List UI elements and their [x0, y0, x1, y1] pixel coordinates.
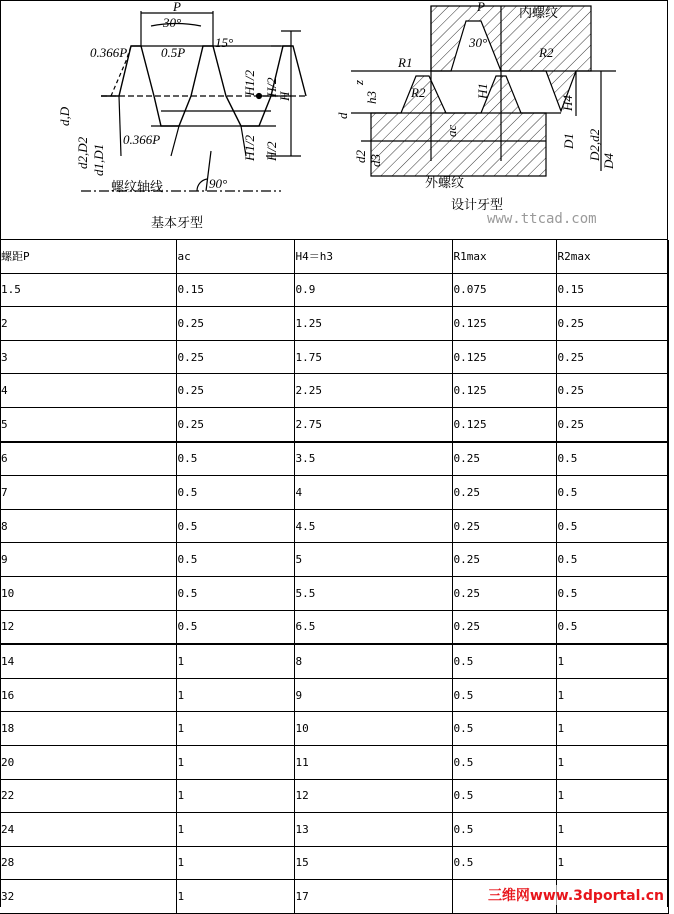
table-row	[0, 813, 668, 847]
table-row	[0, 307, 668, 341]
table-cell: 1	[176, 678, 294, 712]
table-row	[0, 340, 668, 374]
svg-text:0.366P: 0.366P	[90, 45, 128, 60]
table-cell: 0.9	[294, 273, 452, 307]
table-cell: 0.125	[452, 307, 556, 341]
axis-label: 螺纹轴线	[111, 180, 164, 195]
table-row	[0, 407, 668, 441]
svg-text:P: P	[173, 1, 181, 14]
table-cell: 32	[0, 880, 176, 914]
table-cell: 12	[294, 779, 452, 813]
table-cell: 0.25	[556, 307, 668, 341]
watermark-text: www.ttcad.com	[487, 211, 597, 227]
table-cell: 0.25	[176, 340, 294, 374]
table-cell: 0.25	[176, 407, 294, 441]
table-cell: 0.5	[556, 543, 668, 577]
svg-text:d,D: d,D	[57, 106, 72, 126]
table-cell: 0.25	[452, 476, 556, 510]
table-row	[0, 442, 668, 476]
svg-text:H1: H1	[475, 83, 490, 99]
svg-text:D4: D4	[601, 153, 616, 169]
table-cell: 1	[176, 644, 294, 678]
table-cell: 5.5	[294, 576, 452, 610]
table-cell: 0.5	[452, 779, 556, 813]
table-cell: 0.5	[556, 476, 668, 510]
svg-text:d3: d3	[368, 154, 383, 167]
table-cell: 8	[0, 509, 176, 543]
table-row	[0, 273, 668, 307]
table-cell: 1	[556, 678, 668, 712]
svg-text:15°: 15°	[215, 35, 234, 50]
table-cell: 3	[0, 340, 176, 374]
table-cell: 1	[176, 712, 294, 746]
table-cell: 1	[176, 846, 294, 880]
svg-text:D1: D1	[561, 133, 576, 149]
table-cell: 1	[176, 745, 294, 779]
table-cell: 1.5	[0, 273, 176, 307]
svg-text:H: H	[277, 91, 292, 101]
table-cell: 17	[294, 880, 452, 914]
table-cell: 0.5	[556, 576, 668, 610]
table-cell: 9	[294, 678, 452, 712]
table-cell: 0.5	[176, 543, 294, 577]
svg-text:R2: R2	[411, 85, 426, 100]
thread-spec-table	[0, 240, 669, 914]
table-row	[0, 712, 668, 746]
table-row	[0, 678, 668, 712]
svg-text:ac: ac	[444, 124, 459, 137]
table-cell: 1	[556, 745, 668, 779]
table-cell: 1	[556, 813, 668, 847]
svg-text:0.366P: 0.366P	[123, 132, 161, 147]
table-cell: 7	[0, 476, 176, 510]
table-row	[0, 610, 668, 644]
table-cell: 11	[294, 745, 452, 779]
table-cell: 0.5	[556, 442, 668, 476]
table-cell: 3.5	[294, 442, 452, 476]
svg-text:30°: 30°	[163, 15, 182, 30]
table-cell: 1	[176, 880, 294, 914]
table-cell: 0.25	[556, 374, 668, 408]
table-cell: 9	[0, 543, 176, 577]
table-row	[0, 509, 668, 543]
table-cell: 6.5	[294, 610, 452, 644]
basic-profile-labels	[57, 1, 292, 231]
table-cell: 1	[556, 644, 668, 678]
table-cell: 0.25	[176, 307, 294, 341]
table-cell: 13	[294, 813, 452, 847]
table-cell: 14	[0, 644, 176, 678]
external-thread-label: 外螺纹	[425, 176, 465, 191]
table-cell: 0.5	[452, 712, 556, 746]
column-header: 螺距P	[0, 240, 176, 273]
basic-profile-drawing	[81, 11, 306, 191]
svg-text:d2: d2	[353, 150, 368, 163]
internal-thread-label: 内螺纹	[519, 6, 559, 21]
table-cell: 15	[294, 846, 452, 880]
basic-profile-caption: 基本牙型	[151, 216, 204, 231]
table-cell: 0.075	[452, 273, 556, 307]
table-cell: 2.75	[294, 407, 452, 441]
svg-text:z: z	[351, 79, 366, 85]
table-cell: 10	[0, 576, 176, 610]
svg-text:d: d	[335, 112, 350, 119]
table-cell: 0.25	[176, 374, 294, 408]
table-cell: 0.5	[176, 442, 294, 476]
table-cell: 5	[0, 407, 176, 441]
table-cell: 0.5	[176, 509, 294, 543]
svg-text:d1,D1: d1,D1	[91, 143, 106, 176]
table-row	[0, 576, 668, 610]
table-cell: 12	[0, 610, 176, 644]
table-cell: 0.5	[452, 678, 556, 712]
table-row	[0, 374, 668, 408]
table-row	[0, 745, 668, 779]
table-cell: 0.5	[452, 644, 556, 678]
svg-text:H/2: H/2	[264, 77, 279, 97]
svg-text:H1/2: H1/2	[242, 135, 257, 161]
svg-text:R1: R1	[398, 55, 413, 70]
table-row	[0, 644, 668, 678]
svg-text:H1/2: H1/2	[242, 70, 257, 96]
table-cell: 0.25	[452, 576, 556, 610]
table-cell: 24	[0, 813, 176, 847]
table-cell: 20	[0, 745, 176, 779]
table-header-row	[0, 240, 668, 273]
table-cell: 0.15	[176, 273, 294, 307]
table-cell: 0.15	[556, 273, 668, 307]
table-cell: 18	[0, 712, 176, 746]
table-row	[0, 846, 668, 880]
site-logo: 三维网www.3dportal.cn	[488, 885, 664, 905]
table-cell: 0.5	[556, 509, 668, 543]
table-cell: 0.25	[556, 407, 668, 441]
table-cell: 1.75	[294, 340, 452, 374]
table-cell: 0.5	[452, 813, 556, 847]
table-cell: 0.125	[452, 340, 556, 374]
svg-text:H4: H4	[560, 95, 575, 111]
table-cell: 0.25	[452, 509, 556, 543]
svg-text:d2,D2: d2,D2	[75, 136, 90, 169]
table-cell: 0.25	[452, 442, 556, 476]
table-cell: 1	[556, 779, 668, 813]
table-cell: 16	[0, 678, 176, 712]
table-cell: 0.125	[452, 407, 556, 441]
thread-diagrams-svg	[1, 1, 667, 241]
svg-text:R2: R2	[539, 45, 554, 60]
table-cell: 4	[294, 476, 452, 510]
table-cell: 2	[0, 307, 176, 341]
table-cell: 0.5	[452, 745, 556, 779]
table-cell: 4	[0, 374, 176, 408]
svg-text:90°: 90°	[209, 176, 228, 191]
table-cell: 0.5	[176, 576, 294, 610]
table-cell: 0.125	[452, 374, 556, 408]
column-header: ac	[176, 240, 294, 273]
svg-text:h3: h3	[364, 91, 379, 104]
svg-text:30°: 30°	[469, 35, 488, 50]
table-cell: 5	[294, 543, 452, 577]
column-header: R1max	[452, 240, 556, 273]
table-cell: 1	[176, 813, 294, 847]
table-cell: 28	[0, 846, 176, 880]
table-cell: 0.25	[452, 610, 556, 644]
table-cell: 4.5	[294, 509, 452, 543]
table-cell: 0.25	[556, 340, 668, 374]
table-cell: 8	[294, 644, 452, 678]
table-cell: 0.25	[452, 543, 556, 577]
table-row	[0, 476, 668, 510]
table-cell: 2.25	[294, 374, 452, 408]
svg-text:P: P	[477, 1, 485, 14]
column-header: R2max	[556, 240, 668, 273]
thread-profile-figure	[1, 0, 667, 240]
table-cell: 1.25	[294, 307, 452, 341]
table-cell: 0.5	[556, 610, 668, 644]
svg-text:D2,d2: D2,d2	[587, 128, 602, 161]
design-profile-caption: 设计牙型	[451, 198, 504, 213]
table-cell: 6	[0, 442, 176, 476]
table-cell: 0.5	[176, 476, 294, 510]
table-cell: 1	[556, 846, 668, 880]
table-cell: 22	[0, 779, 176, 813]
svg-text:H/2: H/2	[264, 141, 279, 161]
svg-text:0.5P: 0.5P	[161, 45, 186, 60]
table-cell: 1	[556, 712, 668, 746]
table-cell: 0.5	[176, 610, 294, 644]
table-row	[0, 543, 668, 577]
table-cell: 0.5	[452, 846, 556, 880]
table-cell: 10	[294, 712, 452, 746]
table-row	[0, 779, 668, 813]
table-cell: 1	[176, 779, 294, 813]
column-header: H4＝h3	[294, 240, 452, 273]
